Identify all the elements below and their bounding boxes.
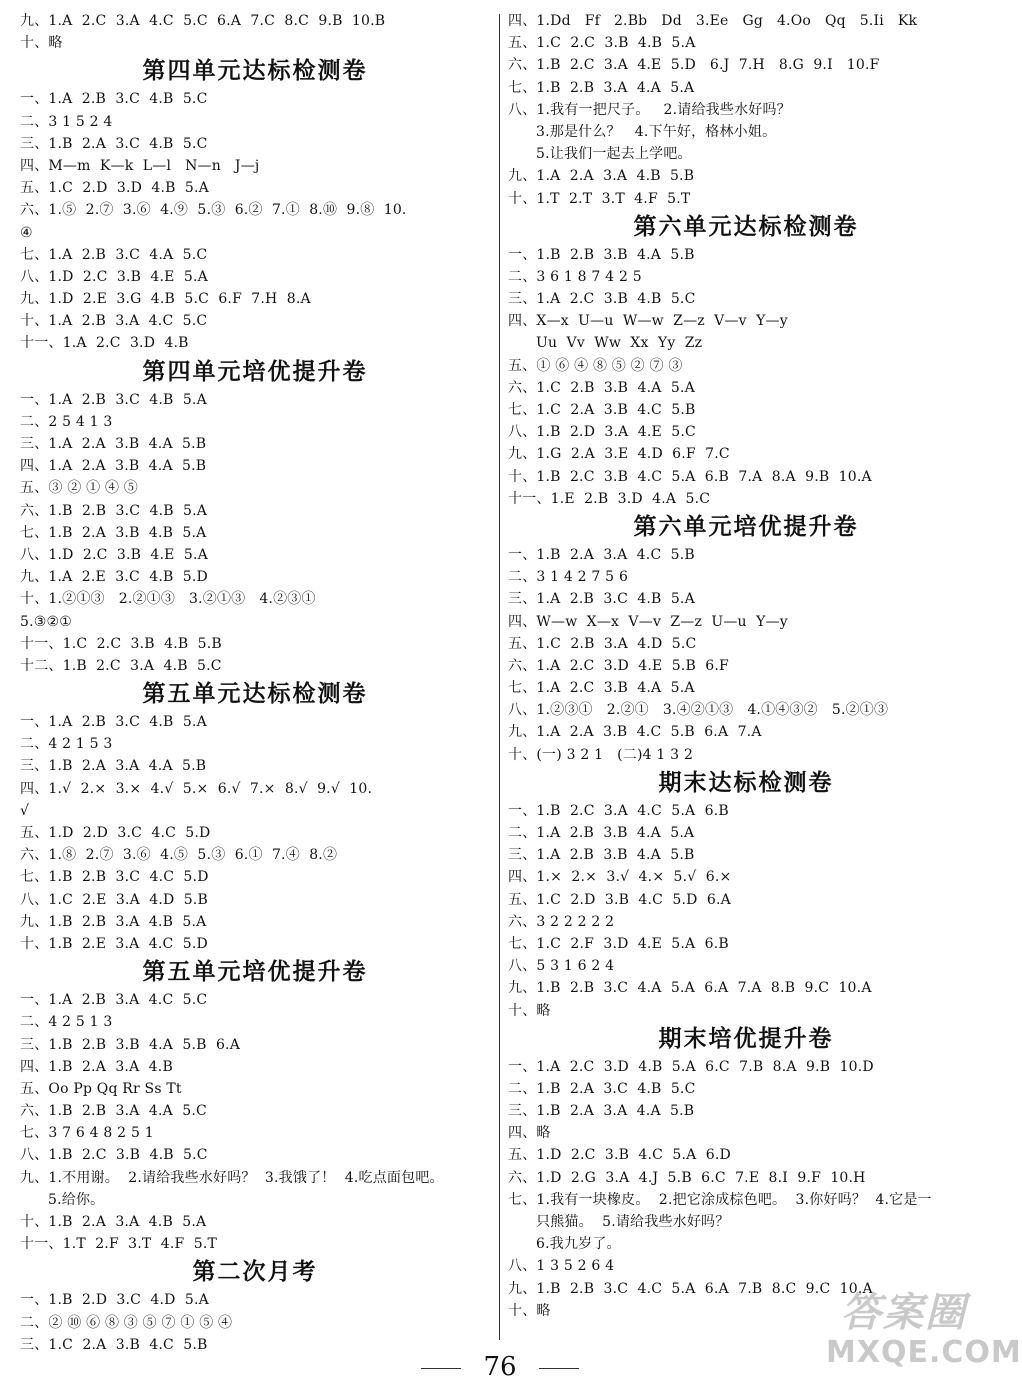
answer-line: 九、1.A 2.A 3.B 4.C 5.B 6.A 7.A <box>508 724 762 741</box>
answer-line-continued: 3.那是什么？ 4.下午好，格林小姐。 <box>536 123 777 140</box>
answer-line: 一、1.B 2.B 3.B 4.A 5.B <box>508 246 695 263</box>
answer-line: 十、1.A 2.B 3.A 4.C 5.C <box>20 313 208 330</box>
answer-line: 三、1.A 2.A 3.B 4.A 5.B <box>20 436 207 452</box>
footer-dash-left <box>421 1368 461 1369</box>
answer-line: 八、1.B 2.D 3.A 4.E 5.C <box>508 424 696 441</box>
answer-line: ④ <box>20 224 33 241</box>
watermark-logo <box>826 1290 1022 1370</box>
answer-line: 六、1.D 2.G 3.A 4.J 5.B 6.C 7.E 8.I 9.F 10.H <box>508 1169 866 1186</box>
answer-line: 八、1.C 2.E 3.A 4.D 5.B <box>20 891 208 908</box>
answer-line: 二、4 2 5 1 3 <box>20 1014 113 1031</box>
answer-line: 八、5 3 1 6 2 4 <box>508 958 615 975</box>
answer-line: 十一、1.E 2.B 3.D 4.A 5.C <box>508 490 711 507</box>
answer-line: 四、1.× 2.× 3.√ 4.× 5.√ 6.× <box>508 869 732 886</box>
answer-line: 五、③ ② ① ④ ⑤ <box>20 480 139 497</box>
answer-line: 十、1.T 2.T 3.T 4.F 5.T <box>508 190 691 207</box>
answer-line: 一、1.B 2.C 3.A 4.C 5.A 6.B <box>508 802 729 819</box>
page-number: 76 <box>483 1352 517 1382</box>
answer-line: 二、② ⑩ ⑥ ⑧ ③ ⑤ ⑦ ① ⑤ ④ <box>20 1314 233 1331</box>
answer-line: 二、4 2 1 5 3 <box>20 736 113 753</box>
answer-line: 七、1.B 2.B 3.A 4.A 5.A <box>508 79 695 96</box>
answer-line: 三、1.B 2.A 3.A 4.A 5.B <box>508 1103 695 1120</box>
answer-line: 十、1.②①③ 2.②①③ 3.②①③ 4.②③① <box>20 591 316 608</box>
section-heading: 第五单元培优提升卷 <box>142 959 368 986</box>
answer-line: 五、1.D 2.D 3.C 4.C 5.D <box>20 825 211 841</box>
section-heading: 期末培优提升卷 <box>658 1025 834 1052</box>
answer-line: 九、1.B 2.B 3.C 4.A 5.A 6.A 7.A 8.B 9.C 10.A <box>508 980 872 997</box>
footer-dash-right <box>539 1368 579 1369</box>
answer-line: 六、3 2 2 2 2 2 <box>508 913 615 930</box>
answer-line: 二、2 5 4 1 3 <box>20 413 113 430</box>
answer-line: 八、1.B 2.C 3.B 4.B 5.C <box>20 1147 208 1164</box>
answer-line: 九、1.A 2.A 3.A 4.B 5.B <box>508 168 695 185</box>
answer-line: 五、1.C 2.B 3.A 4.D 5.C <box>508 635 697 652</box>
answer-line: 十、略 <box>20 35 63 52</box>
section-heading: 第六单元达标检测卷 <box>633 213 859 240</box>
answer-line: 十、1.B 2.A 3.A 4.B 5.A <box>20 1214 207 1230</box>
answer-line: 八、1.D 2.C 3.B 4.E 5.A <box>20 268 208 285</box>
answer-line: 四、1.B 2.A 3.A 4.B <box>20 1058 173 1075</box>
answer-line: 二、1.A 2.B 3.B 4.A 5.A <box>508 825 695 841</box>
answer-line: 九、1.A 2.E 3.C 4.B 5.D <box>20 569 208 586</box>
answer-line: 三、1.B 2.A 3.C 4.B 5.C <box>20 135 208 152</box>
answer-line: 六、1.B 2.B 3.C 4.B 5.A <box>20 502 208 519</box>
answer-line: 十一、1.T 2.F 3.T 4.F 5.T <box>20 1236 218 1253</box>
answer-line: √ <box>20 802 30 819</box>
answer-line: 七、1.A 2.C 3.B 4.A 5.A <box>508 680 695 697</box>
answer-line-continued: 5.给你。 <box>48 1191 105 1208</box>
answer-line: 三、1.A 2.B 3.C 4.B 5.A <box>508 591 695 608</box>
answer-line: 六、1.A 2.C 3.D 4.E 5.B 6.F <box>508 657 729 674</box>
answer-line: 四、1.Dd Ff 2.Bb Dd 3.Ee Gg 4.Oo Qq 5.Ii Kk <box>508 13 918 29</box>
answer-line-continued: 只熊猫。 5.请给我些水好吗？ <box>536 1214 730 1230</box>
answer-line: 三、1.A 2.B 3.B 4.A 5.B <box>508 847 695 864</box>
right-answer-column <box>508 10 984 1322</box>
answer-line: 五、① ⑥ ④ ⑧ ⑤ ② ⑦ ③ <box>508 357 683 374</box>
answer-line: 六、1.C 2.B 3.B 4.A 5.A <box>508 379 695 396</box>
watermark-url: MXQE.COM <box>826 1335 1022 1370</box>
answer-line: 五、1.C 2.D 3.D 4.B 5.A <box>20 180 209 197</box>
answer-line: 三、1.B 2.A 3.A 4.A 5.B <box>20 758 207 775</box>
section-heading: 第六单元培优提升卷 <box>633 513 859 540</box>
answer-line: 五、1.C 2.C 3.B 4.B 5.A <box>508 35 696 52</box>
answer-line: 七、1.A 2.B 3.C 4.A 5.C <box>20 246 208 263</box>
answer-line: 九、1.A 2.C 3.A 4.C 5.C 6.A 7.C 8.C 9.B 10.B <box>20 13 386 29</box>
answer-line: 六、1.B 2.C 3.A 4.E 5.D 6.J 7.H 8.G 9.I 10.F <box>508 57 880 74</box>
answer-line-continued: Uu Vv Ww Xx Yy Zz <box>536 335 703 352</box>
section-heading: 第四单元达标检测卷 <box>142 58 368 85</box>
answer-line: 四、1.A 2.A 3.B 4.A 5.B <box>20 458 207 475</box>
answer-line: 一、1.A 2.C 3.D 4.B 5.A 6.C 7.B 8.A 9.B 10.D <box>508 1058 874 1075</box>
answer-line: 八、1.②③① 2.②① 3.④②①③ 4.①④③② 5.②①③ <box>508 702 889 719</box>
answer-line: 四、1.√ 2.× 3.× 4.√ 5.× 6.√ 7.× 8.√ 9.√ 10. <box>20 780 373 797</box>
answer-line: 十、1.B 2.E 3.A 4.C 5.D <box>20 935 208 952</box>
answer-line: 九、1.D 2.E 3.G 4.B 5.C 6.F 7.H 8.A <box>20 291 311 308</box>
answer-line: 一、1.A 2.B 3.C 4.B 5.A <box>20 714 207 731</box>
section-heading: 第二次月考 <box>192 1259 318 1286</box>
answer-line-continued: 6.我九岁了。 <box>536 1236 621 1253</box>
answer-line: 九、1.B 2.B 3.A 4.B 5.A <box>20 913 207 930</box>
answer-line: 三、1.A 2.C 3.B 4.B 5.C <box>508 291 696 308</box>
answer-line: 九、1.G 2.A 3.E 4.D 6.F 7.C <box>508 446 730 463</box>
answer-line: 一、1.A 2.B 3.A 4.C 5.C <box>20 992 208 1009</box>
answer-line: 一、1.A 2.B 3.C 4.B 5.C <box>20 91 208 108</box>
answer-line: 七、1.B 2.A 3.B 4.B 5.A <box>20 524 207 541</box>
answer-line: 十一、1.A 2.C 3.D 4.B <box>20 335 189 352</box>
answer-line-continued: 5.让我们一起去上学吧。 <box>536 146 692 163</box>
section-heading: 第五单元达标检测卷 <box>142 681 368 708</box>
answer-line: 二、1.B 2.A 3.C 4.B 5.C <box>508 1080 696 1097</box>
answer-line: 七、1.C 2.F 3.D 4.E 5.A 6.B <box>508 935 729 952</box>
answer-line: 5.③②① <box>20 613 73 630</box>
answer-line: 十二、1.B 2.C 3.A 4.B 5.C <box>20 657 222 674</box>
answer-line: 一、1.A 2.B 3.C 4.B 5.A <box>20 391 207 408</box>
answer-line: 十、1.B 2.C 3.B 4.C 5.A 6.B 7.A 8.A 9.B 10.A <box>508 468 872 485</box>
answer-line: 六、1.⑤ 2.⑦ 3.⑥ 4.⑨ 5.③ 6.② 7.① 8.⑩ 9.⑧ 10. <box>20 202 407 219</box>
answer-line: 四、略 <box>508 1125 551 1142</box>
answer-line: 八、1 3 5 2 6 4 <box>508 1258 615 1275</box>
answer-line: 十、略 <box>508 1002 551 1019</box>
column-divider <box>499 14 500 1340</box>
answer-line: 五、1.D 2.C 3.B 4.C 5.A 6.D <box>508 1147 731 1164</box>
answer-line: 六、1.B 2.B 3.A 4.A 5.C <box>20 1103 207 1120</box>
answer-line: 四、X—x U—u W—w Z—z V—v Y—y <box>508 313 788 330</box>
section-heading: 期末达标检测卷 <box>658 769 834 796</box>
answer-line: 三、1.B 2.B 3.B 4.A 5.B 6.A <box>20 1036 241 1053</box>
answer-line: 六、1.⑧ 2.⑦ 3.⑥ 4.⑤ 5.③ 6.① 7.④ 8.② <box>20 847 338 864</box>
answer-line: 五、Oo Pp Qq Rr Ss Tt <box>20 1080 182 1097</box>
answer-line: 二、3 6 1 8 7 4 2 5 <box>508 268 642 285</box>
answer-line: 十、略 <box>508 1302 551 1319</box>
answer-line: 九、1.B 2.B 3.C 4.C 5.A 6.A 7.B 8.C 9.C 10.A <box>508 1280 873 1297</box>
answer-line: 九、1.不用谢。 2.请给我些水好吗？ 3.我饿了！ 4.吃点面包吧。 <box>20 1169 444 1186</box>
answer-line: 七、1.B 2.B 3.C 4.C 5.D <box>20 869 209 886</box>
answer-line: 四、M—m K—k L—l N—n J—j <box>20 157 260 174</box>
answer-line: 七、1.C 2.A 3.B 4.C 5.B <box>508 402 696 418</box>
left-answer-column <box>20 10 490 1356</box>
answer-line: 七、1.我有一块橡皮。 2.把它涂成棕色吧。 3.你好吗？ 4.它是一 <box>508 1191 932 1208</box>
answer-line: 二、3 1 5 2 4 <box>20 113 113 130</box>
answer-line: 二、3 1 4 2 7 5 6 <box>508 569 629 586</box>
answer-line: 五、1.C 2.D 3.B 4.C 5.D 6.A <box>508 891 731 908</box>
answer-line: 四、W—w X—x V—v Z—z U—u Y—y <box>508 613 788 630</box>
answer-line: 八、1.我有一把尺子。 2.请给我些水好吗？ <box>508 101 791 118</box>
answer-line: 一、1.B 2.A 3.A 4.C 5.B <box>508 546 695 563</box>
watermark-title: 答案圈 <box>841 1290 967 1336</box>
answer-line: 八、1.D 2.C 3.B 4.E 5.A <box>20 546 208 563</box>
answer-line: 十、(一) 3 2 1 (二)4 1 3 2 <box>508 746 694 763</box>
answer-line: 七、3 7 6 4 8 2 5 1 <box>20 1125 154 1142</box>
answer-line: 十一、1.C 2.C 3.B 4.B 5.B <box>20 635 222 652</box>
answer-line: 一、1.B 2.D 3.C 4.D 5.A <box>20 1292 209 1309</box>
answer-line: 三、1.C 2.A 3.B 4.C 5.B <box>20 1336 208 1353</box>
section-heading: 第四单元培优提升卷 <box>142 358 368 385</box>
